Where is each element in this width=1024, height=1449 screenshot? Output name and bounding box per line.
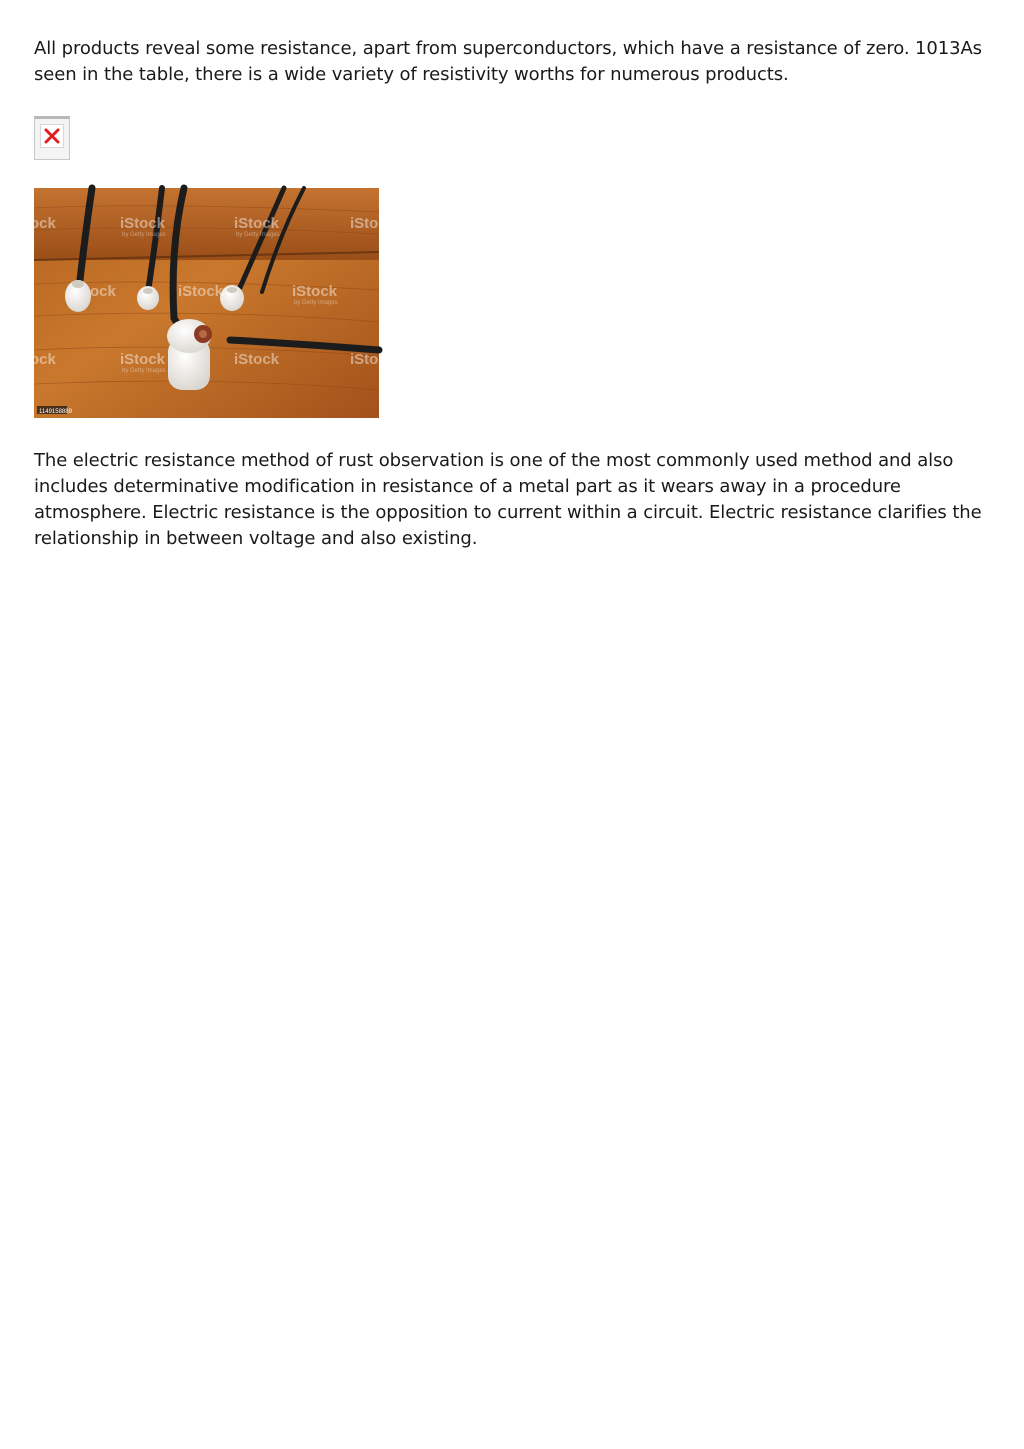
svg-text:iStock: iStock bbox=[292, 283, 338, 300]
photo-id-badge: 1149158889 bbox=[39, 409, 72, 415]
insulator-wiring-photo bbox=[30, 188, 396, 418]
svg-text:by Getty Images: by Getty Images bbox=[122, 232, 166, 238]
svg-text:ock: ock bbox=[90, 283, 116, 300]
svg-text:iStock: iStock bbox=[120, 351, 166, 368]
svg-text:ock: ock bbox=[30, 351, 56, 368]
svg-text:iStock: iStock bbox=[350, 351, 396, 368]
svg-text:iStock: iStock bbox=[350, 215, 396, 232]
paragraph-intro: All products reveal some resistance, apart from superconductors, which have a resistance of zero. 1013As seen in the table, there is a wide variety of resistivity worths for numerous products. bbox=[34, 38, 982, 85]
broken-image-icon bbox=[34, 116, 70, 160]
insulator-small bbox=[65, 280, 91, 312]
svg-text:iStock: iStock bbox=[178, 283, 224, 300]
svg-text:ock: ock bbox=[30, 215, 56, 232]
insulator-large bbox=[167, 319, 212, 390]
svg-text:iStock: iStock bbox=[234, 351, 280, 368]
svg-text:by Getty Images: by Getty Images bbox=[294, 300, 338, 306]
svg-text:by Getty Images: by Getty Images bbox=[236, 232, 280, 238]
red-x-icon bbox=[41, 125, 63, 147]
document-page bbox=[30, 36, 984, 552]
svg-text:by Getty Images: by Getty Images bbox=[122, 368, 166, 374]
svg-text:iStock: iStock bbox=[234, 215, 280, 232]
paragraph-method: The electric resistance method of rust observation is one of the most commonly used method and also includes determinative modification in resistance of a metal part as it wears away in a procedure atmosphere. Electric resistance is the opposition to current within a circuit. Electric resistance clarifies the relationship in between voltage and also existing. bbox=[34, 450, 982, 549]
svg-text:iStock: iStock bbox=[120, 215, 166, 232]
